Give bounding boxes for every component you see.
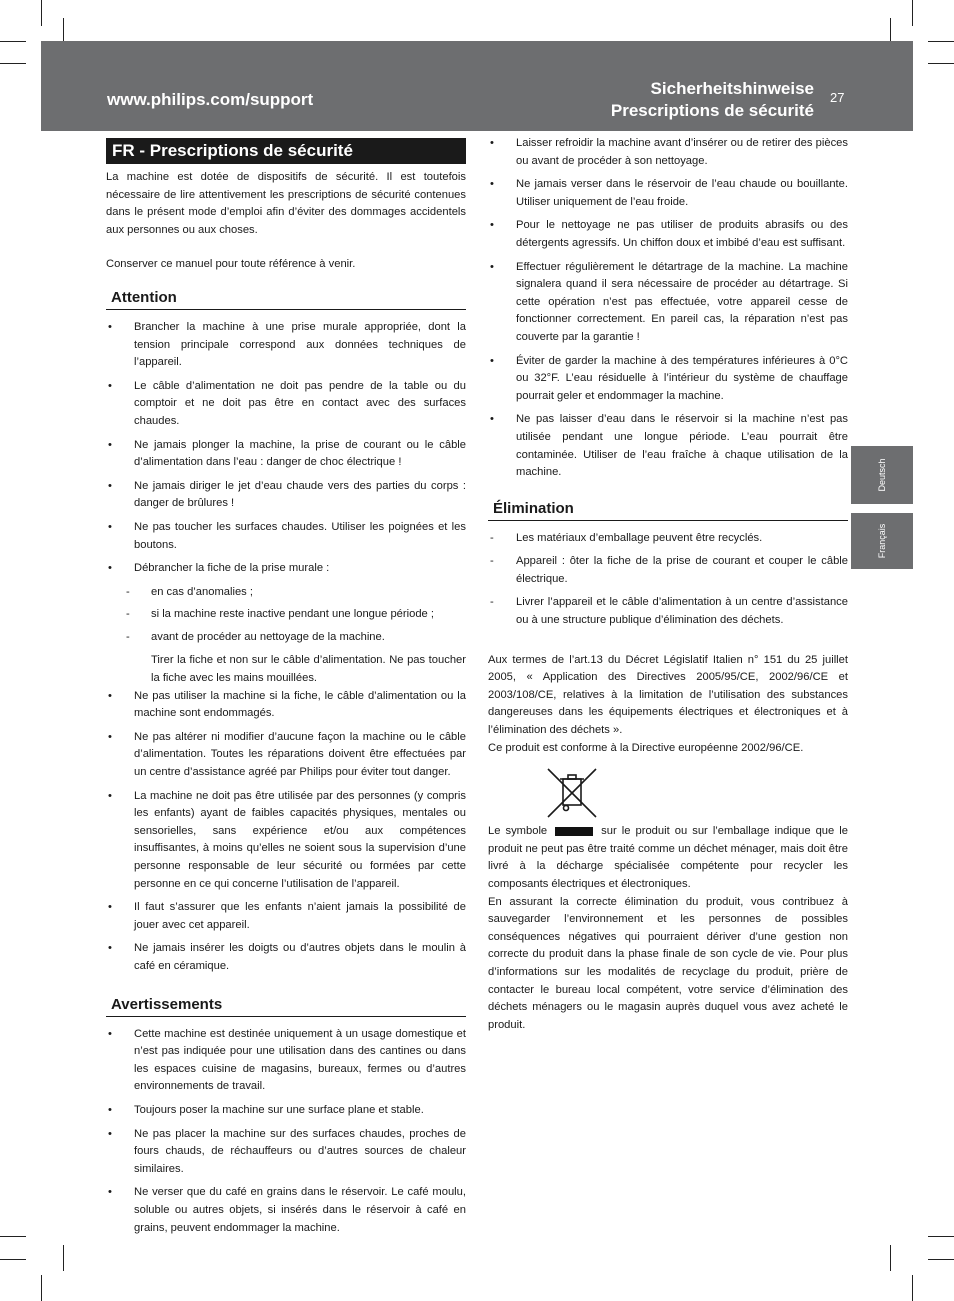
crop-mark	[0, 63, 26, 64]
crop-mark	[912, 1275, 913, 1301]
list-item: • Ne jamais diriger le jet d’eau chaude vers des parties du corps : danger de brûlures !	[106, 478, 466, 513]
conformity-statement: Ce produit est conforme à la Directive européenne 2002/96/CE.	[488, 741, 804, 754]
list-item: • Ne verser que du café en grains dans le réservoir. Le café moulu, soluble ou autres objets, si insérés dans le réservoir à café en grains, peuvent endommager la machine.	[106, 1184, 466, 1237]
attention-list	[106, 319, 466, 578]
list-item: - Les matériaux d’emballage peuvent être recyclés.	[488, 530, 848, 548]
list-item: • Toujours poser la machine sur une surface plane et stable.	[106, 1102, 466, 1120]
crop-mark	[41, 0, 42, 26]
side-tab-label: Français	[877, 523, 887, 559]
list-item: • Ne jamais insérer les doigts ou d’autres objets dans le moulin à café en céramique.	[106, 940, 466, 975]
section-title: FR - Prescriptions de sécurité	[106, 138, 466, 164]
unplug-note: Tirer la fiche et non sur le câble d’alimentation. Ne pas toucher la fiche avec les mains mouillées.	[151, 654, 466, 685]
header-title-line2: Prescriptions de sécurité	[610, 101, 814, 120]
crop-mark	[63, 1245, 64, 1271]
black-bar-symbol	[555, 827, 593, 836]
list-item: • Ne pas utiliser la machine si la fiche, le câble d’alimentation ou la machine sont endommagés.	[106, 688, 466, 723]
warnings-title: Avertissements	[106, 996, 466, 1017]
symbol-prefix: Le symbole	[488, 825, 548, 838]
right-column	[488, 135, 848, 1034]
list-item: • Éviter de garder la machine à des températures inférieures à 0°C ou 32°F. L’eau résiduelle à l’intérieur du système de chauffage pourrait geler et endommager la machine.	[488, 353, 848, 406]
decree-paragraph: Aux termes de l’art.13 du Décret Législatif Italien n° 151 du 25 juillet 2005, « Application des Directives 2005/95/CE, 2002/96/CE et 2003/108/CE, relatives à la limitation de l’utilisation des substances dangereuses dans les équipements électriques et électroniques et à l’élimination des déchets ».	[488, 653, 848, 737]
crop-mark	[0, 1259, 26, 1260]
header-title-line1: Sicherheitshinweise	[650, 79, 814, 98]
list-item: - en cas d’anomalies ;	[106, 584, 466, 602]
list-item: • Ne pas placer la machine sur des surfaces chaudes, proches de fours chauds, de réchauffeurs ou d’autres sources de chaleur similaires.	[106, 1126, 466, 1179]
intro-keep-manual: Conserver ce manuel pour toute référence à venir.	[106, 258, 356, 271]
intro-paragraph: La machine est dotée de dispositifs de sécurité. Il est toutefois nécessaire de lire attentivement les prescriptions de sécurité contenues dans le présent mode d’emploi afin d’éviter des dommages accidentels aux personnes ou aux choses.	[106, 171, 466, 236]
list-item: • Ne pas toucher les surfaces chaudes. Utiliser les poignées et les boutons.	[106, 519, 466, 554]
attention-title: Attention	[106, 289, 466, 310]
list-item: • Ne pas laisser d’eau dans le réservoir si la machine n’est pas utilisée pendant une longue période. L’eau pourrait être contaminée. Utiliser de l’eau fraîche à chaque utilisation de la machine.	[488, 411, 848, 481]
list-item: - Livrer l’appareil et le câble d’alimentation à un centre d’assistance ou à une structure publique d’élimination des déchets.	[488, 594, 848, 629]
side-tab-francais	[851, 513, 913, 569]
page-number: 27	[830, 90, 845, 105]
symbol-text: sur le produit ou sur l’emballage indique que le produit ne peut pas être traité comme un déchet ménager, mais doit être livré à la décharge spécialisée compétente pour recycler les composants électriques et électroniques.	[488, 825, 848, 890]
list-item: • Effectuer régulièrement le détartrage de la machine. La machine signalera quand il sera nécessaire de procéder au détartrage. Si cette opération n’est pas effectuée, votre appareil cesse de fonctionner correctement. En pareil cas, la réparation n’est pas couverte par la garantie !	[488, 259, 848, 347]
crop-mark	[912, 0, 913, 26]
crop-mark	[928, 63, 954, 64]
crop-mark	[890, 1245, 891, 1271]
left-column	[106, 138, 466, 1243]
crop-mark	[41, 1275, 42, 1301]
warnings-list	[106, 1026, 466, 1238]
list-item: - avant de procéder au nettoyage de la machine.	[106, 629, 466, 647]
list-item: - si la machine reste inactive pendant une longue période ;	[106, 606, 466, 624]
disposal-title: Élimination	[488, 500, 848, 521]
support-url[interactable]: www.philips.com/support	[107, 90, 314, 109]
crop-mark	[928, 1259, 954, 1260]
crop-mark	[0, 1236, 26, 1237]
list-item: • Cette machine est destinée uniquement à un usage domestique et n’est pas indiquée pour une utilisation dans des cantines ou dans les espaces cuisine de magasins, bureaux, fermes ou d’autres environnements de travail.	[106, 1026, 466, 1096]
crop-mark	[0, 41, 26, 42]
list-item: • Ne jamais plonger la machine, la prise de courant ou le câble d’alimentation dans l’eau : danger de choc électrique !	[106, 437, 466, 472]
list-item: • Brancher la machine à une prise murale appropriée, dont la tension principale correspond aux données techniques de l’appareil.	[106, 319, 466, 372]
weee-bin-icon	[546, 767, 598, 819]
warnings-list-continued	[488, 135, 848, 482]
symbol-paragraph	[488, 823, 848, 893]
side-tab-deutsch	[851, 446, 913, 504]
attention-list-2	[106, 688, 466, 976]
list-item: • Pour le nettoyage ne pas utiliser de produits abrasifs ou des détergents agressifs. Un chiffon doux et imbibé d’eau est suffisant.	[488, 217, 848, 252]
list-item: • Le câble d’alimentation ne doit pas pendre de la table ou du comptoir et ne doit pas être en contact avec des surfaces chaudes.	[106, 378, 466, 431]
list-item: • Ne pas altérer ni modifier d’aucune façon la machine ou le câble d’alimentation. Toutes les réparations doivent être effectuées par un centre d’assistance agréé par Philips pour éviter tout danger.	[106, 729, 466, 782]
list-item: • La machine ne doit pas être utilisée par des personnes (y compris les enfants) ayant de faibles capacités physiques, mentales ou sensorielles, sans expérience et/ou aux compétences insuffisantes, à moins qu’elles ne soient sous la supervision d’une personne responsable de leur sécurité ou formées par cette personne en ce qui concerne l’utilisation de l’appareil.	[106, 788, 466, 894]
list-item: • Débrancher la fiche de la prise murale :	[106, 560, 466, 578]
list-item: - Appareil : ôter la fiche de la prise de courant et couper le câble électrique.	[488, 553, 848, 588]
list-item: • Il faut s’assurer que les enfants n’aient jamais la possibilité de jouer avec cet appareil.	[106, 899, 466, 934]
crop-mark	[928, 41, 954, 42]
list-item: • Ne jamais verser dans le réservoir de l’eau chaude ou bouillante. Utiliser uniquement de l’eau froide.	[488, 176, 848, 211]
unplug-sublist	[106, 584, 466, 647]
crop-mark	[928, 1236, 954, 1237]
side-tab-label: Deutsch	[877, 458, 887, 492]
disposal-list	[488, 530, 848, 630]
final-paragraph: En assurant la correcte élimination du produit, vous contribuez à sauvegarder l’environnement et les personnes de possibles conséquences négatives qui pourraient dériver d’une gestion non correcte du produit dans la phase finale de son cycle de vie. Pour plus d’informations sur les modalités de recyclage du produit, prière de contacter le bureau local compétent, votre service d’élimination des déchets ménagers ou le magasin auprès duquel vous avez acheté le produit.	[488, 895, 848, 1031]
list-item: • Laisser refroidir la machine avant d’insérer ou de retirer des pièces ou avant de procéder à son nettoyage.	[488, 135, 848, 170]
header-title	[611, 78, 814, 122]
